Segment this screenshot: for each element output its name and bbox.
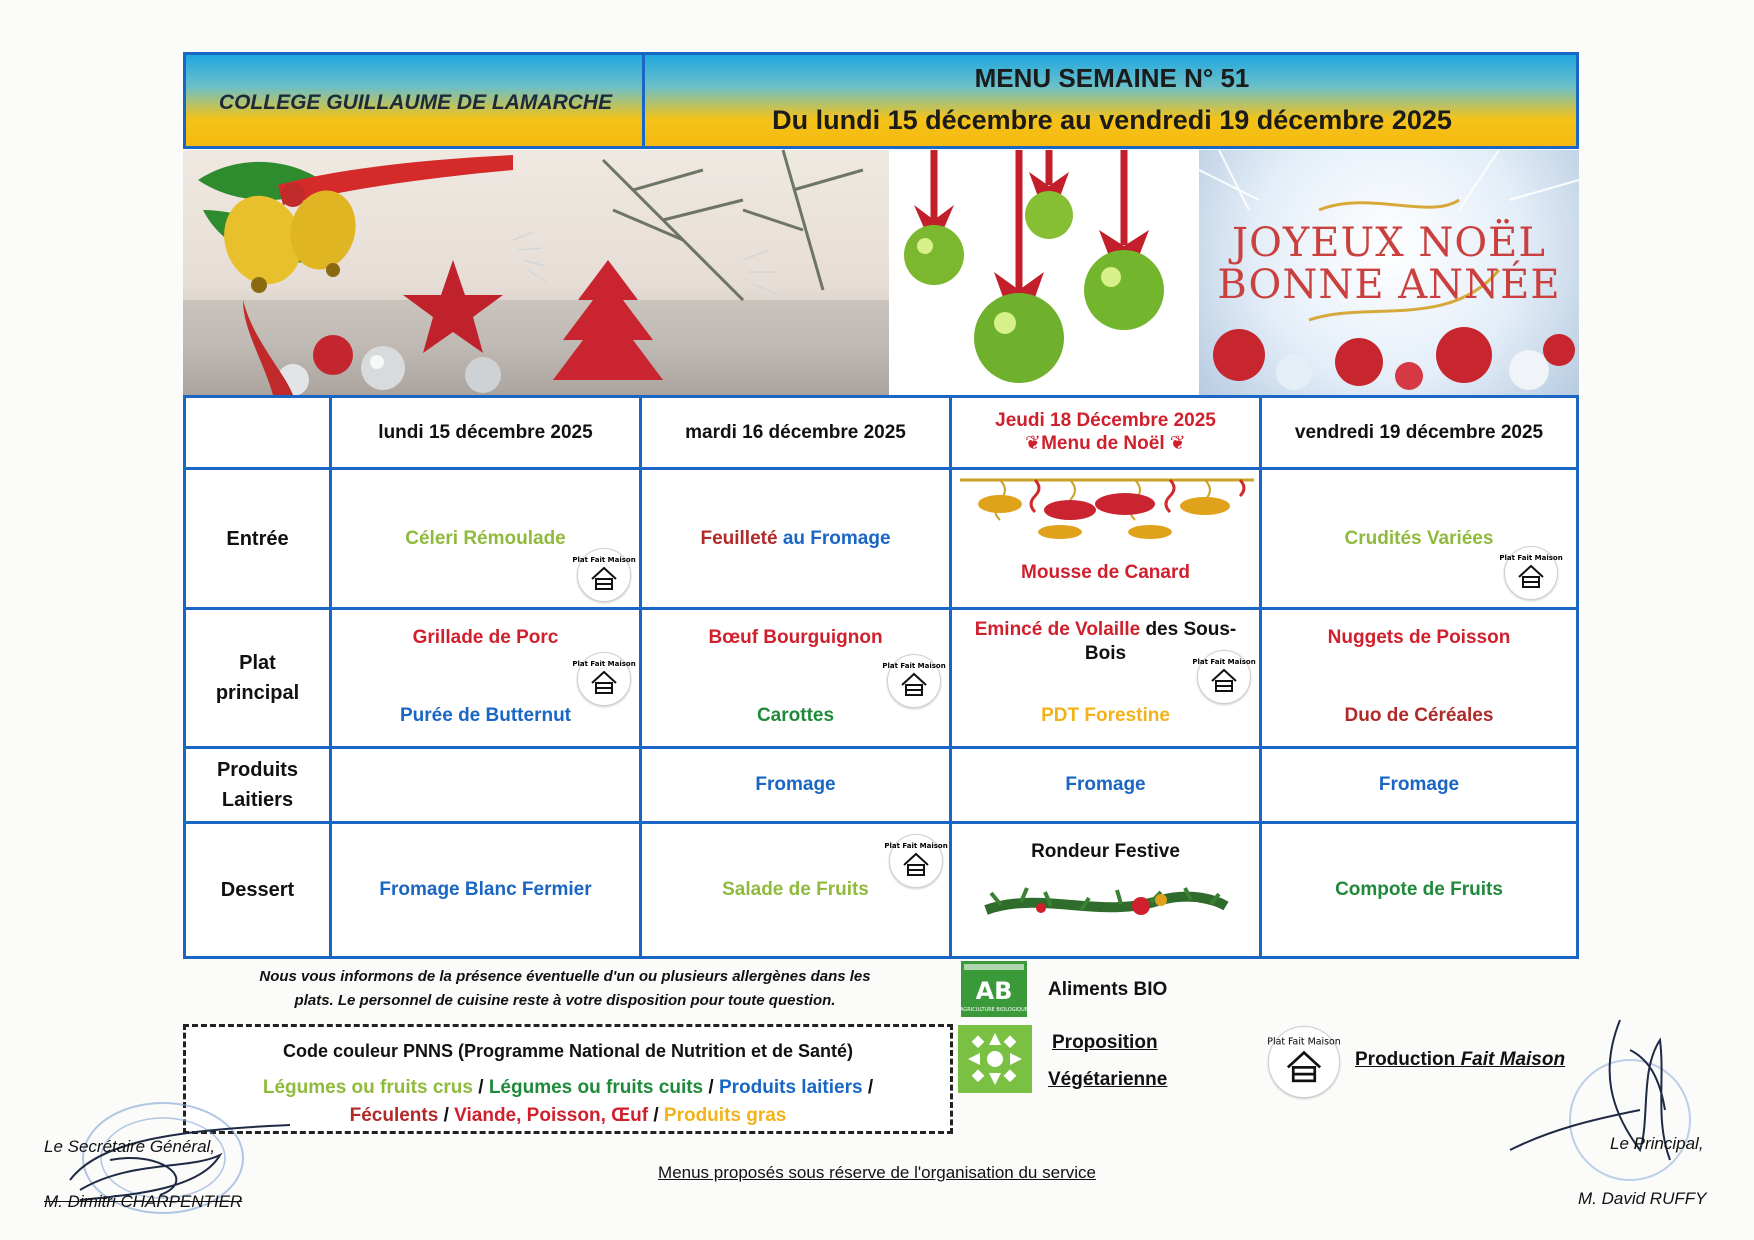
thursday-plat-cell [949,607,1262,749]
christmas-baubles-icon [960,474,1254,540]
menu-dates: Du lundi 15 décembre au vendredi 19 décembre 2025 [772,105,1452,135]
pnns-title: Code couleur PNNS (Programme National de Nutrition et de Santé) [282,1041,854,1061]
legend-meat: Viande, Poisson, Œuf [454,1105,649,1126]
svg-text:Plat Fait Maison: Plat Fait Maison [1267,1036,1341,1048]
day-label: mardi 16 décembre 2025 [685,421,906,443]
thursday-plat: Emincé de Volaille des Sous-Bois [974,619,1237,664]
vegetarian-label-line2: Végétarienne [1048,1069,1168,1090]
fait-maison-label: Production Fait Maison [1355,1049,1566,1070]
thursday-entree-cell [949,467,1262,610]
school-cell [186,55,645,146]
svg-text:Plat Fait Maison: Plat Fait Maison [882,662,946,670]
thursday-side: PDT Forestine [1041,705,1170,726]
svg-text:Plat Fait Maison: Plat Fait Maison [572,660,636,668]
pnns-legend-line1: Légumes ou fruits crus / Légumes ou fruits cuits / Produits laitiers / [262,1077,874,1098]
day-header-tuesday [639,395,952,470]
fait-maison-icon [884,834,948,888]
day-header-friday [1259,395,1579,470]
menu-header [183,52,1579,149]
monday-plat: Grillade de Porc [412,627,559,648]
tuesday-dessert-cell [639,821,952,959]
vegetarian-logo [958,1025,1032,1093]
svg-text:Plat Fait Maison: Plat Fait Maison [1192,658,1256,666]
thursday-laitier-cell [949,746,1262,824]
tuesday-plat-cell [639,607,952,749]
monday-entree-cell [329,467,642,610]
fait-maison-icon [572,548,636,602]
menu-title: MENU SEMAINE N° 51 [974,63,1250,93]
holly-garland-icon [981,870,1231,930]
monday-dessert: Fromage Blanc Fermier [379,879,592,900]
bio-label: Aliments BIO [1048,979,1168,1000]
tuesday-laitier-cell [639,746,952,824]
friday-dessert-cell [1259,821,1579,959]
friday-plat-cell [1259,607,1579,749]
day-label: vendredi 19 décembre 2025 [1294,421,1544,443]
legend-starch: Féculents [349,1105,439,1126]
thursday-dessert: Rondeur Festive [1031,841,1180,862]
tuesday-entree-cell [639,467,952,610]
svg-text:Plat Fait Maison: Plat Fait Maison [1499,554,1563,562]
monday-laitier-cell [329,746,642,824]
friday-entree: Crudités Variées [1344,527,1494,549]
monday-plat-cell [329,607,642,749]
greeting-line2: BONNE ANNÉE [1217,262,1561,308]
friday-dessert: Compote de Fruits [1335,879,1503,900]
service-disclaimer: Menus proposés sous réserve de l'organisation du service [658,1163,1096,1182]
friday-plat: Nuggets de Poisson [1327,627,1511,648]
thursday-laitier: Fromage [1065,774,1146,795]
ornaments-illustration [183,150,889,395]
monday-dessert-cell [329,821,642,959]
thursday-entree: Mousse de Canard [1021,562,1190,583]
legend-raw: Légumes ou fruits crus [262,1077,473,1098]
svg-text:AGRICULTURE BIOLOGIQUE: AGRICULTURE BIOLOGIQUE [960,1007,1028,1013]
corner-cell [183,395,332,470]
fait-maison-icon [1499,546,1563,600]
tuesday-laitier: Fromage [755,774,836,795]
allergen-note: Nous vous informons de la présence éventuelle d'un ou plusieurs allergènes dans les plats. Le personnel de cuisine reste à votre disposition pour toute question. [259,968,871,1009]
principal-name: M. David RUFFY [1578,1189,1707,1208]
pnns-legend-line2: Féculents / Viande, Poisson, Œuf / Produits gras [349,1105,787,1126]
christmas-decor-image [183,150,889,395]
day-header-monday [329,395,642,470]
christmas-menu-label: ❦Menu de Noël ❦ [1025,433,1186,454]
friday-laitier-cell [1259,746,1579,824]
hanging-baubles-illustration [889,150,1199,395]
greeting-line1: JOYEUX NOËL [1232,220,1546,266]
svg-text:Plat Fait Maison: Plat Fait Maison [572,556,636,564]
friday-entree-cell [1259,467,1579,610]
monday-side: Purée de Butternut [399,705,572,726]
row-label-entree: Entrée [183,467,332,610]
row-label-laitiers: Produits Laitiers [183,746,332,824]
vegetarian-label-line1: Proposition [1052,1032,1158,1053]
tuesday-entree: Feuilleté au Fromage [700,527,891,549]
tuesday-side: Carottes [756,705,835,726]
friday-laitier: Fromage [1378,774,1460,795]
svg-text:AB: AB [975,977,1013,1005]
tuesday-dessert: Salade de Fruits [722,879,869,900]
fait-maison-icon [1192,650,1256,704]
friday-side: Duo de Céréales [1344,705,1494,726]
legend-dairy: Produits laitiers [718,1077,863,1098]
legend-cooked: Légumes ou fruits cuits [488,1077,704,1098]
secretary-name: M. Dimitri CHARPENTIER [44,1192,243,1211]
christmas-banner [183,150,1579,395]
day-label: lundi 15 décembre 2025 [378,421,593,443]
organic-ab-logo [961,961,1027,1017]
day-label: Jeudi 18 Décembre 2025 [995,410,1216,431]
fait-maison-icon [882,654,946,708]
svg-text:Plat Fait Maison: Plat Fait Maison [884,842,948,850]
fait-maison-legend-icon [1268,1026,1340,1098]
secretary-title: Le Secrétaire Général, [44,1137,216,1156]
monday-entree: Céleri Rémoulade [405,527,566,549]
greeting-card-image [1199,150,1579,395]
day-header-thursday [949,395,1262,470]
row-label-dessert: Dessert [183,821,332,959]
tuesday-plat: Bœuf Bourguignon [708,627,883,648]
row-label-plat: Plat principal [183,607,332,749]
principal-signature [1490,1010,1710,1180]
hanging-ornaments-image [889,150,1199,395]
fait-maison-icon [572,652,636,706]
principal-title: Le Principal, [1610,1134,1704,1153]
school-name: COLLEGE GUILLAUME DE LAMARCHE [218,91,613,114]
thursday-dessert-cell [949,821,1262,959]
legend-fat: Produits gras [663,1105,787,1126]
